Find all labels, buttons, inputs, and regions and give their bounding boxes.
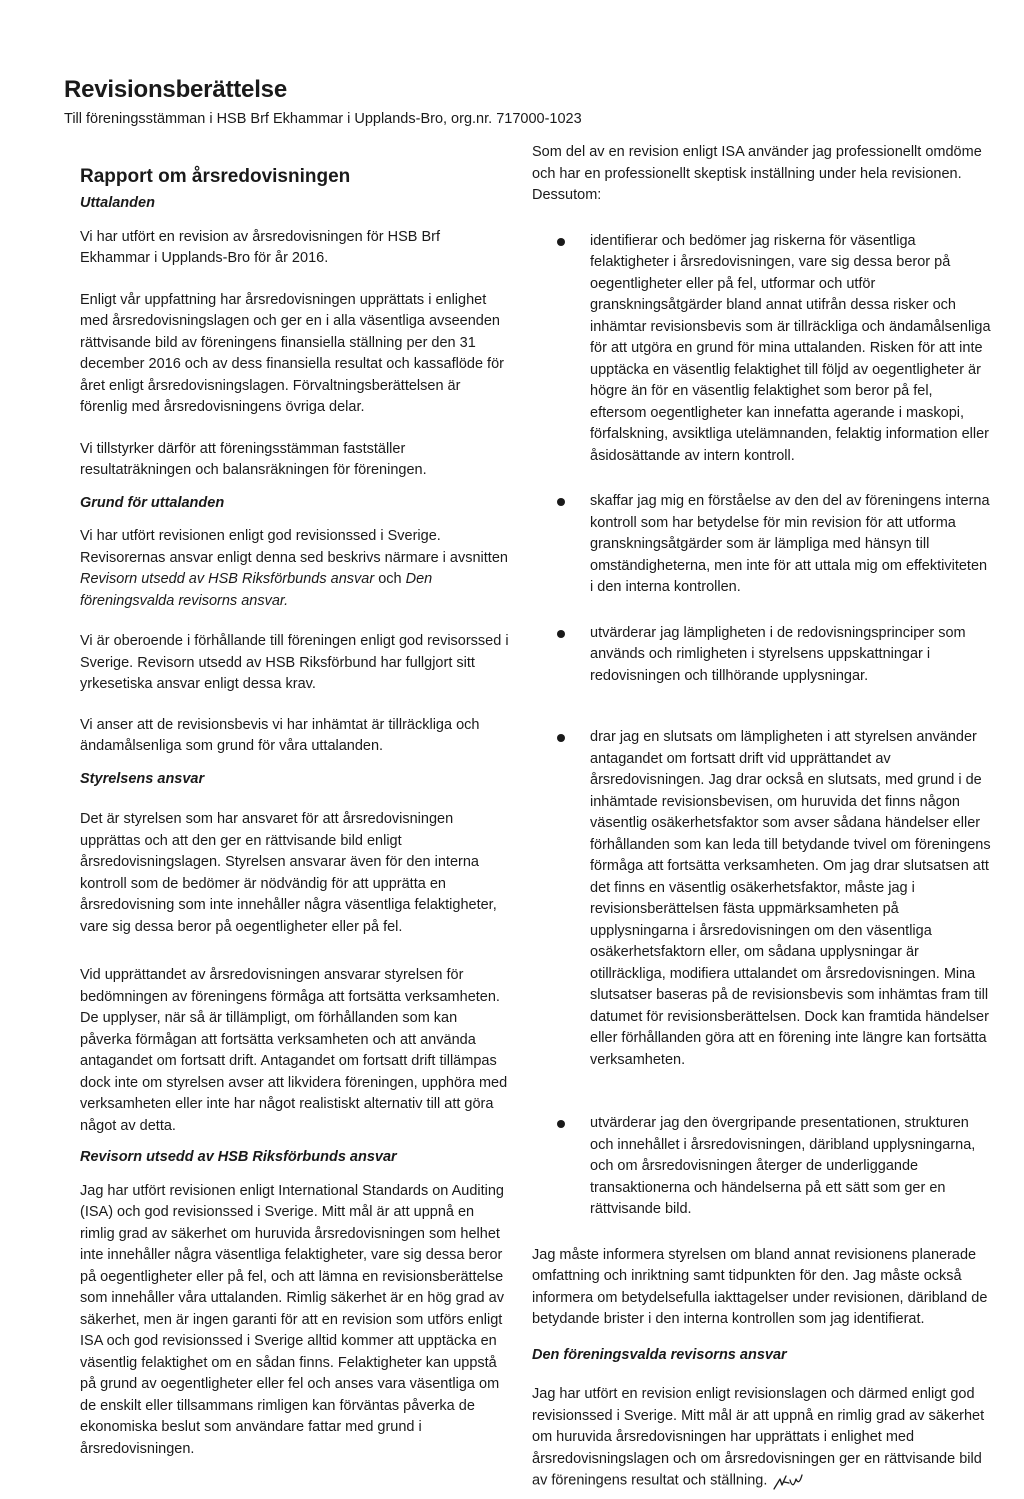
bullet-dot-icon — [557, 734, 565, 742]
left-column — [80, 164, 512, 1460]
grund-paragraph-2: Vi är oberoende i förhållande till föreningen enligt god revisorssed i Sverige. Revisorn utsedd av HSB Riksförbund har fullgjort sitt yrkesetiska ansvar enligt dessa krav. — [80, 633, 509, 692]
foreningsvald-text: Jag har utfört en revision enligt revisionslagen och därmed enligt god revisionssed i Sverige. Mitt mål är att uppnå en rimlig grad av säkerhet om huruvida årsredovisningen har upprättats i enlighet med årsredovisningslagen och om årsredovisningen ger en rättvisande bild av föreningens resultat och ställning. — [532, 1386, 985, 1489]
grund-heading: Grund för uttalanden — [80, 494, 225, 511]
bullet-item-3 — [532, 623, 992, 688]
grund-paragraph-3: Vi anser att de revisionsbevis vi har inhämtat är tillräckliga och ändamålsenliga som grund för våra uttalanden. — [80, 716, 480, 754]
bullet-text: drar jag en slutsats om lämpligheten i att styrelsen använder antagandet om fortsatt drift vid upprättandet av årsredovisningen. Jag drar också en slutsats, med grund i de inhämtade revisionsbevisen, om huruvida det finns någon väsentlig osäkerhetsfaktor som avser sådana händelser eller förhållanden som kan leda till betydande tvivel om föreningens förmåga att fortsätta verksamheten. Om jag drar slutsatsen att det finns en väsentlig osäkerhetsfaktor, måste jag i revisionsberättelsen fästa uppmärksamheten på upplysningarna i årsredovisningen om den väsentliga osäkerhetsfaktorn eller, om sådana upplysningar är otillräckliga, modifiera uttalandet om årsredovisningen. Mina slutsatser baseras på de revisionsbevis som inhämtas fram till datumet för revisionsberättelsen. Dock kan framtida händelser eller förhållanden göra att en förening inte längre kan fortsätta verksamheten. — [590, 729, 991, 1068]
bullet-text: utvärderar jag lämpligheten i de redovisningsprinciper som används och rimligheten i styrelsens uppskattningar i redovisningen och tillhörande upplysningar. — [590, 624, 966, 684]
bullet-item-2 — [532, 491, 992, 599]
initials-signature-icon — [771, 1470, 805, 1492]
revisorn-paragraph-1: Jag har utfört revisionen enligt International Standards on Auditing (ISA) och god revisionssed i Sverige. Mitt mål är att uppnå en rimlig grad av säkerhet om huruvida årsredovisningen som helhet inte innehåller några väsentliga felaktigheter, vare sig dessa beror på oegentligheter eller på fel, och att lämna en revisionsberättelse som innehåller våra uttalanden. Rimlig säkerhet är en hög grad av säkerhet, men är ingen garanti för att en revision som utförs enligt ISA och god revisionssed i Sverige alltid kommer att upptäcka en väsentlig felaktighet om en sådan finns. Felaktigheter kan uppstå på grund av oegentligheter eller fel och anses vara väsentliga om de enskilt eller tillsammans rimligen kan förväntas påverka de ekonomiska beslut som användare fattar med grund i årsredovisningen. — [80, 1182, 504, 1457]
document-title: Revisionsberättelse — [64, 76, 287, 103]
grund-p1-text-a: Vi har utfört revisionen enligt god revisionssed i Sverige. Revisorernas ansvar enligt denna sed beskrivs närmare i avsnitten — [80, 528, 508, 566]
document-subtitle: Till föreningsstämman i HSB Brf Ekhammar i Upplands-Bro, org.nr. 717000-1023 — [64, 111, 582, 127]
uttalanden-heading: Uttalanden — [80, 195, 155, 211]
bullet-item-1 — [532, 231, 992, 468]
bullet-text: utvärderar jag den övergripande presentationen, strukturen och innehållet i årsredovisningen, däribland upplysningarna, och om årsredovisningen återger de underliggande transaktionerna och händelserna på ett sätt som ger en rättvisande bild. — [590, 1115, 976, 1217]
bullet-text: identifierar och bedömer jag riskerna för väsentliga felaktigheter i årsredovisningen, vare sig dessa beror på oegentligheter eller på fel, utformar och utför granskningsåtgärder bland annat utifrån dessa risker och inhämtar revisionsbevis som är tillräckliga och ändamålsenliga för att utgöra en grund för mina uttalanden. Risken för att inte upptäcka en väsentlig felaktighet till följd av oegentligheter är högre än för en väsentlig felaktighet som beror på fel, eftersom oegentligheter kan innefatta agerande i maskopi, förfalskning, avsiktliga utelämnanden, felaktig information eller åsidosättande av intern kontroll. — [590, 232, 991, 464]
grund-p1-italic-1: Revisorn utsedd av HSB Riksförbunds ansvar — [80, 571, 375, 587]
grund-p1-italic-2: Den föreningsvalda revisorns ansvar. — [80, 571, 433, 609]
styrelse-paragraph-2: Vid upprättandet av årsredovisningen ansvarar styrelsen för bedömningen av föreningens förmåga att fortsätta verksamheten. De upplyser, när så är tillämpligt, om förhållanden som kan påverka förmågan att fortsätta verksamheten och att använda antagandet om fortsatt drift. Antagandet om fortsatt drift tillämpas dock inte om styrelsen avser att likvidera föreningen, upphöra med verksamheten eller inte har något realistiskt alternativ till att göra något av detta. — [80, 967, 508, 1134]
uttalanden-paragraph-3: Vi tillstyrker därför att föreningsstämman fastställer resultaträkningen och balansräkningen för föreningen. — [80, 440, 427, 478]
right-column — [532, 142, 992, 1492]
grund-p1-text-b: och — [374, 571, 406, 587]
bullet-item-4 — [532, 727, 992, 1071]
report-heading: Rapport om årsredovisningen — [80, 166, 351, 187]
inform-paragraph: Jag måste informera styrelsen om bland annat revisionens planerade omfattning och inriktning samt tidpunkten för den. Jag måste också informera om betydelsefulla iakttagelser under revisionen, däribland de betydande brister i den interna kontrollen som jag identifierat. — [532, 1246, 988, 1327]
foreningsvald-heading: Den föreningsvalda revisorns ansvar — [532, 1346, 787, 1363]
bullet-dot-icon — [557, 1120, 565, 1128]
styrelse-paragraph-1: Det är styrelsen som har ansvaret för att årsredovisningen upprättas och att den ger en rättvisande bild enligt årsredovisningslagen. Styrelsen ansvarar även för den interna kontroll som de bedömer är nödvändig för att upprätta en årsredovisning som inte innehåller några väsentliga felaktigheter, vare sig dessa beror på oegentligheter eller på fel. — [80, 811, 497, 935]
revisorn-heading: Revisorn utsedd av HSB Riksförbunds ansvar — [80, 1149, 397, 1165]
right-intro: Som del av en revision enligt ISA använder jag professionellt omdöme och har en professionellt skeptisk inställning under hela revisionen. Dessutom: — [532, 144, 982, 203]
styrelse-heading: Styrelsens ansvar — [80, 770, 205, 787]
bullet-item-5 — [532, 1113, 992, 1221]
bullet-dot-icon — [557, 238, 565, 246]
bullet-dot-icon — [557, 498, 565, 506]
uttalanden-paragraph-2: Enligt vår uppfattning har årsredovisningen upprättats i enlighet med årsredovisningslagen och ger en i alla väsentliga avseenden rättvisande bild av föreningens finansiella ställning per den 31 december 2016 och av dess finansiella resultat och kassaflöde för året enligt årsredovisningslagen. Förvaltningsberättelsen är förenlig med årsredovisningens övriga delar. — [80, 291, 504, 415]
bullet-text: skaffar jag mig en förståelse av den del av föreningens interna kontroll som har betydelse för min revision för att utforma granskningsåtgärder som är lämpliga med hänsyn till omständigheterna, men inte för att uttala mig om effektiviteten i den interna kontrollen. — [590, 493, 990, 595]
grund-paragraph-1 — [80, 526, 512, 612]
uttalanden-paragraph-1: Vi har utfört en revision av årsredovisningen för HSB Brf Ekhammar i Upplands-Bro för år 2016. — [80, 228, 440, 266]
foreningsvald-paragraph — [532, 1384, 992, 1492]
bullet-dot-icon — [557, 630, 565, 638]
